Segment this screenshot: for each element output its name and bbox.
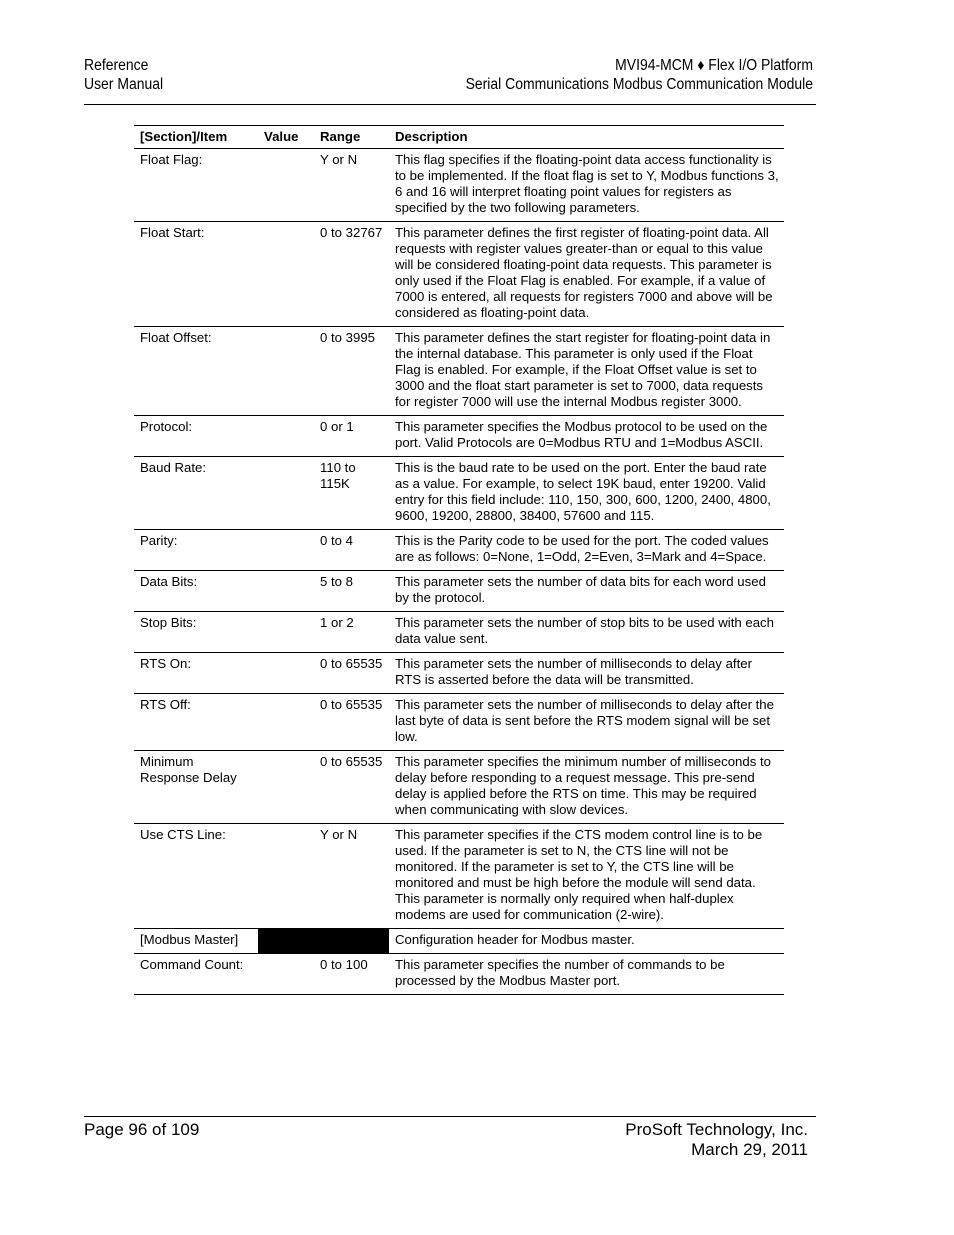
table-row [134,222,784,327]
section-row [134,929,784,954]
param-description: This parameter sets the number of milliseconds to delay after the last byte of data is sent before the RTS modem signal will be set low. [389,694,784,751]
table-row [134,954,784,995]
param-range: 0 to 4 [314,530,389,571]
param-range: 0 to 3995 [314,327,389,416]
param-description: This parameter defines the first register of floating-point data. All requests with register values greater-than or equal to this value will be considered floating-point data requests. This parameter is only used if the Float Flag is enabled. For example, if a value of 7000 is entered, all requests for registers 7000 and above will be considered as floating-point data. [389,222,784,327]
param-value [258,222,314,327]
footer-divider [84,1116,816,1117]
param-item: Use CTS Line: [134,824,258,929]
param-description: This is the Parity code to be used for the port. The coded values are as follows: 0=None, 1=Odd, 2=Even, 3=Mark and 4=Space. [389,530,784,571]
param-description: This parameter specifies the minimum number of milliseconds to delay before responding to a request message. This pre-send delay is applied before the RTS on time. This may be required when communicating with slow devices. [389,751,784,824]
param-value [258,416,314,457]
table-row [134,694,784,751]
table-row [134,653,784,694]
section-item: [Modbus Master] [134,929,258,954]
param-range: 0 to 32767 [314,222,389,327]
page-header-left [84,56,163,94]
param-range: Y or N [314,824,389,929]
param-item: Float Offset: [134,327,258,416]
table-body [134,149,784,995]
param-item: Float Start: [134,222,258,327]
table-header-row [134,126,784,149]
param-item: Baud Rate: [134,457,258,530]
footer-company: ProSoft Technology, Inc. [625,1120,808,1139]
page-footer-right [625,1120,808,1160]
page-footer-left [84,1120,199,1140]
header-module: Serial Communications Modbus Communication Module [465,76,813,93]
column-header-range: Range [314,126,389,149]
param-value [258,653,314,694]
param-range: 0 to 65535 [314,751,389,824]
table-row [134,149,784,222]
table-row [134,612,784,653]
param-description: This parameter specifies if the CTS modem control line is to be used. If the parameter is set to N, the CTS line will not be monitored. If the parameter is set to Y, the CTS line will be monitored and must be high before the module will send data. This parameter is normally only required when half-duplex modems are used for communication (2-wire). [389,824,784,929]
table-row [134,416,784,457]
param-item: Minimum Response Delay [134,751,258,824]
table-row [134,751,784,824]
table-row [134,327,784,416]
param-description: This is the baud rate to be used on the port. Enter the baud rate as a value. For example, to select 19K baud, enter 19200. Valid entry for this field include: 110, 150, 300, 600, 1200, 2400, 4800, 9600, 19200, 28800, 38400, 57600 and 115. [389,457,784,530]
param-item: Float Flag: [134,149,258,222]
param-item: RTS On: [134,653,258,694]
column-header-value: Value [258,126,314,149]
param-value [258,612,314,653]
table-row [134,824,784,929]
param-description: This parameter sets the number of data bits for each word used by the protocol. [389,571,784,612]
param-range: 110 to 115K [314,457,389,530]
section-black-fill [258,929,389,954]
param-range: Y or N [314,149,389,222]
table-row [134,571,784,612]
table-row [134,530,784,571]
param-range: 0 to 65535 [314,694,389,751]
param-range: 5 to 8 [314,571,389,612]
param-value [258,149,314,222]
param-description: This parameter defines the start register for floating-point data in the internal database. This parameter is only used if the Float Flag is enabled. For example, if the Float Offset value is set to 3000 and the float start parameter is set to 7000, data requests for register 7000 will use the internal Modbus register 3000. [389,327,784,416]
param-description: This parameter sets the number of stop bits to be used with each data value sent. [389,612,784,653]
param-range: 1 or 2 [314,612,389,653]
param-range: 0 or 1 [314,416,389,457]
param-value [258,954,314,995]
footer-date: March 29, 2011 [691,1140,808,1159]
param-description: This parameter sets the number of milliseconds to delay after RTS is asserted before the data will be transmitted. [389,653,784,694]
header-product: MVI94-MCM ♦ Flex I/O Platform [615,57,813,74]
section-description: Configuration header for Modbus master. [389,929,784,954]
param-item: Protocol: [134,416,258,457]
param-value [258,824,314,929]
table-row [134,457,784,530]
param-item: Data Bits: [134,571,258,612]
page-header-right [466,56,813,94]
param-value [258,327,314,416]
param-item: Parity: [134,530,258,571]
column-header-item: [Section]/Item [134,126,258,149]
param-value [258,694,314,751]
param-range: 0 to 100 [314,954,389,995]
param-description: This parameter specifies the Modbus protocol to be used on the port. Valid Protocols are 0=Modbus RTU and 1=Modbus ASCII. [389,416,784,457]
header-doc-type: User Manual [84,76,164,93]
header-section-label: Reference [84,57,149,74]
parameter-table [134,125,784,995]
param-value [258,530,314,571]
param-value [258,571,314,612]
param-description: This parameter specifies the number of commands to be processed by the Modbus Master port. [389,954,784,995]
header-divider [84,104,816,105]
column-header-description: Description [389,126,784,149]
page-number: Page 96 of 109 [84,1120,200,1139]
param-range: 0 to 65535 [314,653,389,694]
param-description: This flag specifies if the floating-point data access functionality is to be implemented. If the float flag is set to Y, Modbus functions 3, 6 and 16 will interpret floating point values for registers as specified by the two following parameters. [389,149,784,222]
param-item: Stop Bits: [134,612,258,653]
param-value [258,457,314,530]
param-item: RTS Off: [134,694,258,751]
param-item: Command Count: [134,954,258,995]
param-value [258,751,314,824]
